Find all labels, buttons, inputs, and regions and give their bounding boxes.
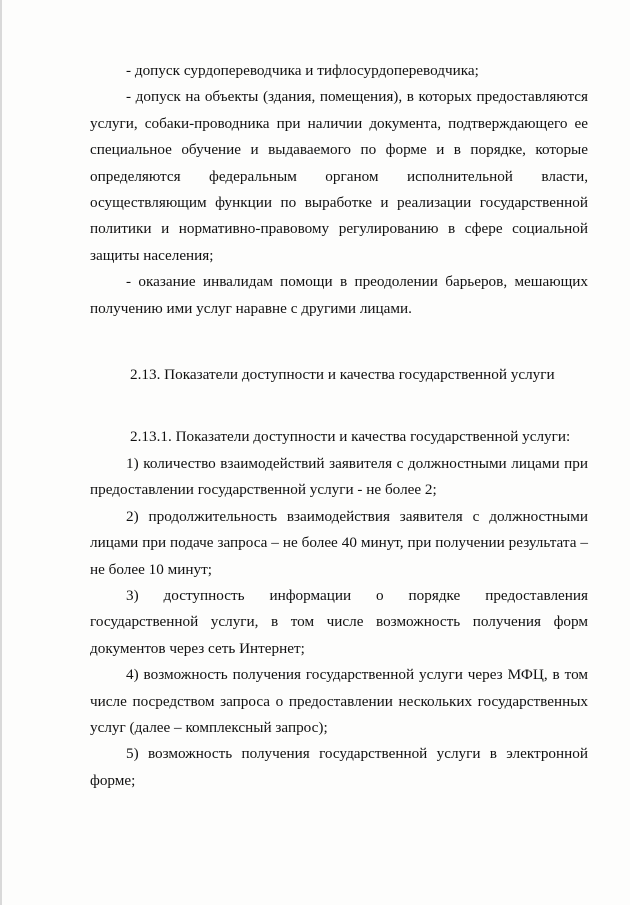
spacer xyxy=(90,388,588,424)
paragraph-barrier-help: - оказание инвалидам помощи в преодолении барьеров, мешающих получению ими услуг наравне с другими лицами. xyxy=(90,273,588,317)
section-heading: 2.13. Показатели доступности и качества государственной услуги xyxy=(130,366,555,384)
document-body xyxy=(90,58,588,794)
scan-edge xyxy=(0,0,2,905)
spacer xyxy=(90,322,588,362)
list-item: 1) количество взаимодействий заявителя с должностными лицами при предоставлении государственной услуги - не более 2; xyxy=(90,454,588,499)
list-item: 3) доступность информации о порядке предоставления государственной услуги, в том числе возможность получения форм документов через сеть Интернет; xyxy=(90,586,588,657)
list-item: 4) возможность получения государственной услуги через МФЦ, в том числе посредством запроса о предоставлении нескольких государственных услуг (далее – комплексный запрос); xyxy=(90,666,588,736)
paragraph-guide-dog: - допуск на объекты (здания, помещения), в которых предоставляются услуги, собаки-проводника при наличии документа, подтверждающего ее специальное обучение и выдаваемого по форме и в порядке, которые определяются федеральным органом исполнительной власти, осуществляющим функции по выработке и реализации государственной политики и нормативно-правовому регулированию в сфере социальной защиты населения; xyxy=(90,88,588,264)
subsection-heading: 2.13.1. Показатели доступности и качества государственной услуги: xyxy=(130,428,571,446)
list-item: 5) возможность получения государственной услуги в электронной форме; xyxy=(90,745,588,789)
paragraph-sign-language: - допуск сурдопереводчика и тифлосурдопереводчика; xyxy=(126,62,479,79)
list-item: 2) продолжительность взаимодействия заявителя с должностными лицами при подаче запроса – не более 40 минут, при получении результата – не более 10 минут; xyxy=(90,507,588,578)
